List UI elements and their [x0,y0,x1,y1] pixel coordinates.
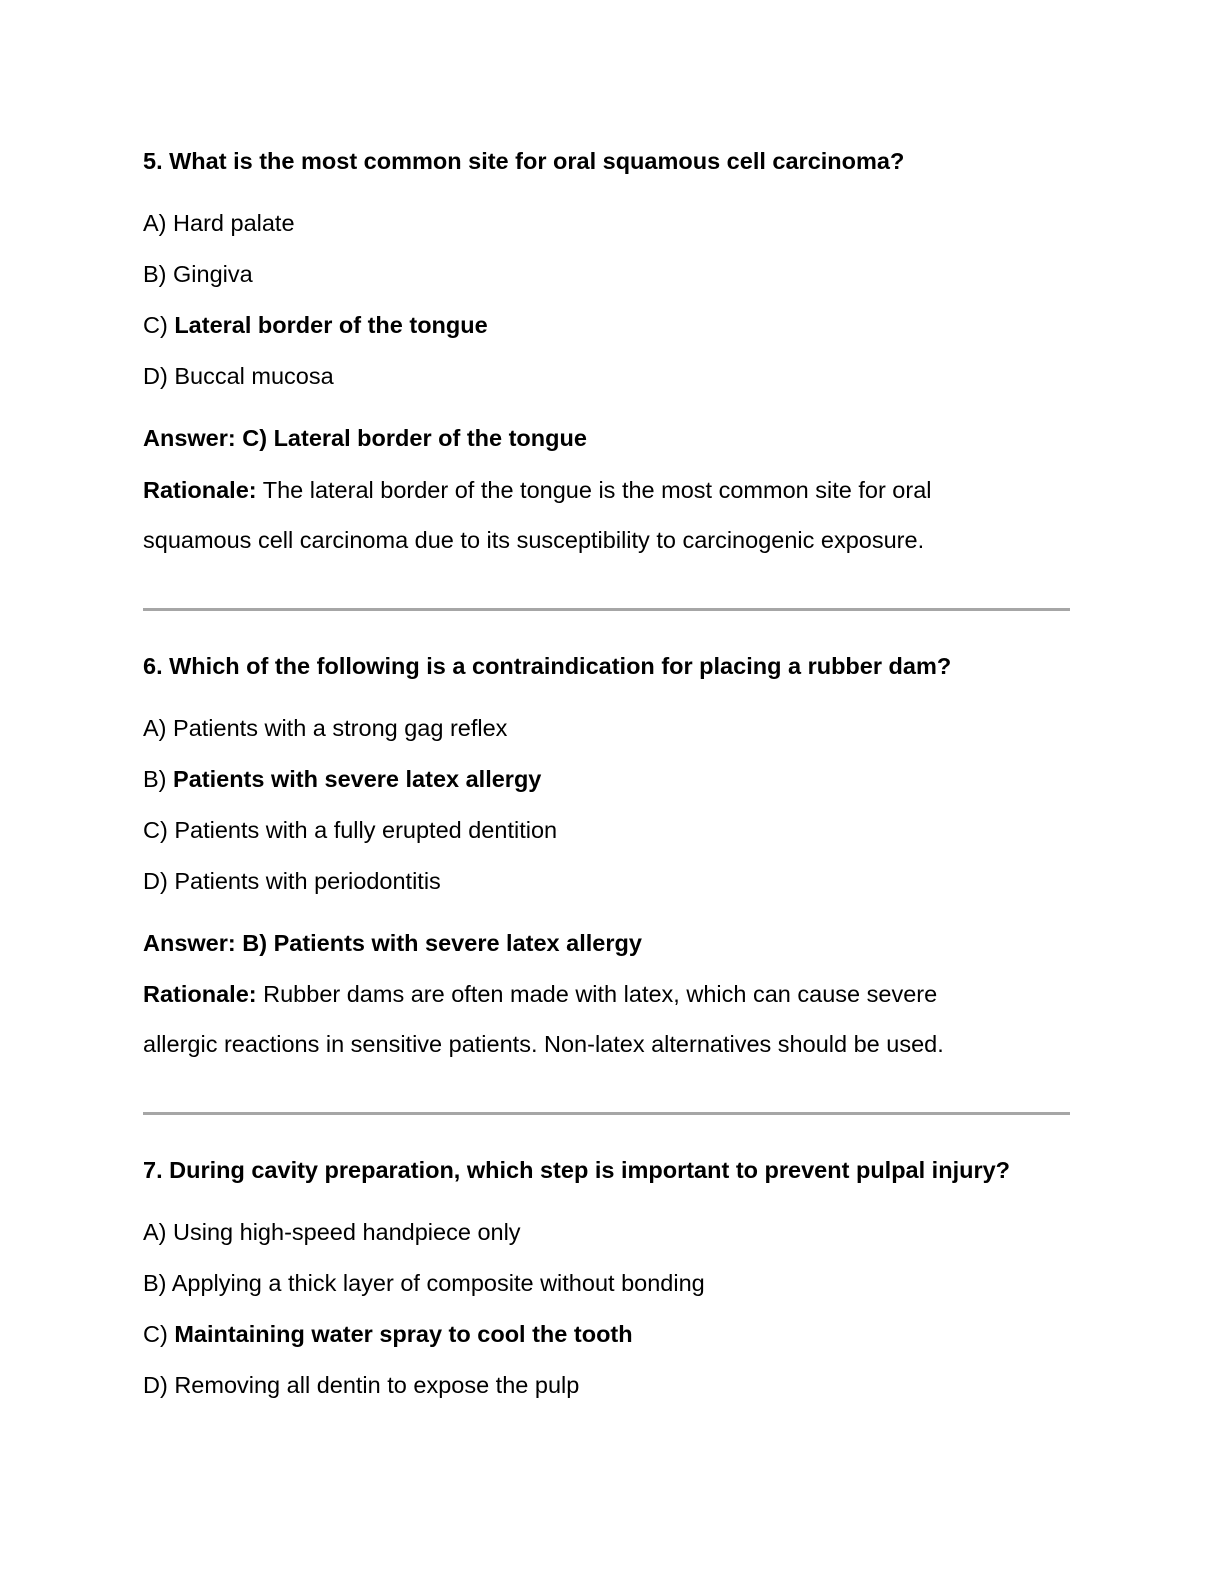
section-divider [143,1112,1070,1115]
question-7-option-a: A) Using high-speed handpiece only [143,1219,521,1245]
question-7-option-b: B) Applying a thick layer of composite without bonding [143,1270,705,1296]
section-divider [143,608,1070,611]
question-5-option-c: C) Lateral border of the tongue [143,312,488,338]
question-5-rationale-line-1: Rationale: The lateral border of the tongue is the most common site for oral [143,477,932,503]
rationale-label: Rationale: [143,477,257,503]
question-5-option-d: D) Buccal mucosa [143,363,334,389]
question-6-rationale-line-2: allergic reactions in sensitive patients. Non-latex alternatives should be used. [143,1031,944,1057]
question-6-option-a: A) Patients with a strong gag reflex [143,715,508,741]
question-6-rationale-line-1: Rationale: Rubber dams are often made with latex, which can cause severe [143,981,938,1007]
question-6-option-c: C) Patients with a fully erupted dentition [143,817,558,843]
question-6-option-d: D) Patients with periodontitis [143,868,441,894]
question-5-option-a: A) Hard palate [143,210,295,236]
question-5-answer: Answer: C) Lateral border of the tongue [143,425,587,451]
question-5-rationale-line-2: squamous cell carcinoma due to its susceptibility to carcinogenic exposure. [143,527,925,553]
question-6-answer: Answer: B) Patients with severe latex allergy [143,930,642,956]
document-page [143,0,1073,1584]
question-5-text: 5. What is the most common site for oral squamous cell carcinoma? [143,148,905,174]
question-7-option-d: D) Removing all dentin to expose the pulp [143,1372,580,1398]
question-6-option-b: B) Patients with severe latex allergy [143,766,542,792]
rationale-label: Rationale: [143,981,257,1007]
question-7-text: 7. During cavity preparation, which step is important to prevent pulpal injury? [143,1157,1011,1183]
question-5-option-b: B) Gingiva [143,261,253,287]
question-6-text: 6. Which of the following is a contraindication for placing a rubber dam? [143,653,952,679]
question-7-option-c: C) Maintaining water spray to cool the tooth [143,1321,633,1347]
